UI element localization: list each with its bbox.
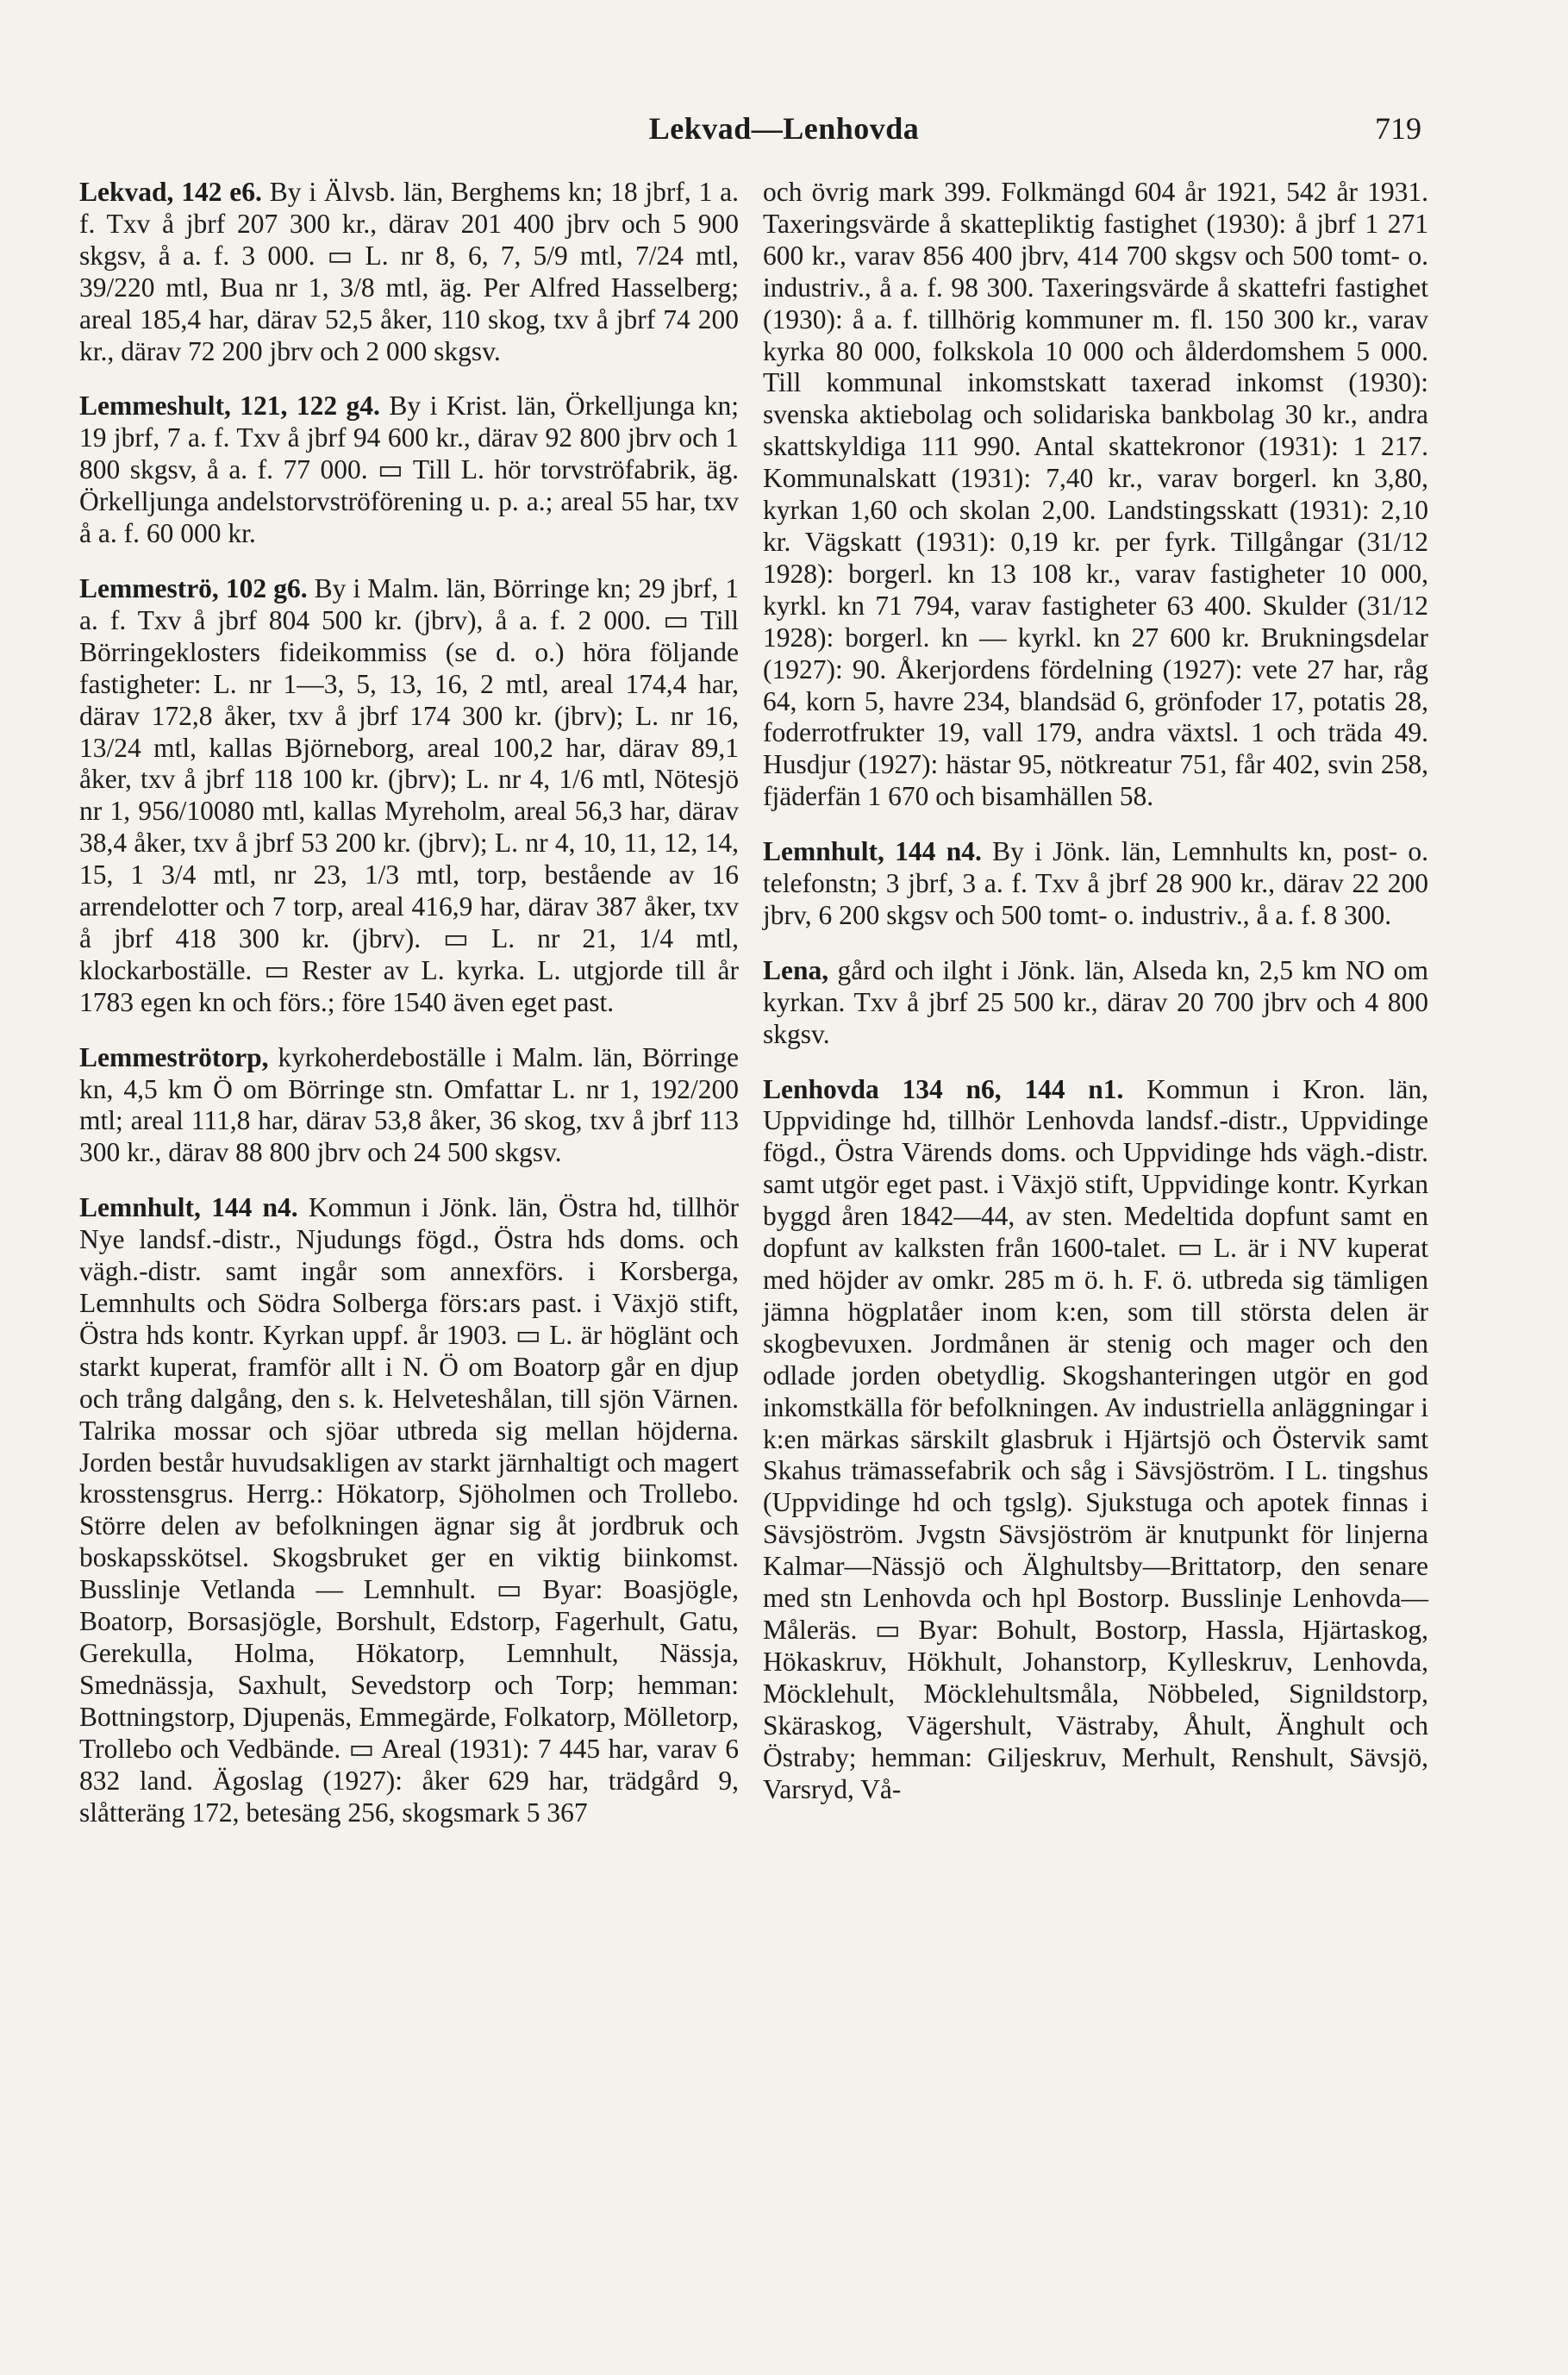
page-header bbox=[0, 110, 1568, 153]
entry-lemnhult-by bbox=[763, 836, 1428, 932]
entry-text: By i Krist. län, Örkelljunga kn; 19 jbrf, 7 a. f. Txv å jbrf 94 600 kr., därav 92 800 jbrv och 1 800 skgsv, å a. f. 77 000. ▭ Till L. hör torvströfabrik, äg. Örkelljunga andelstorvströförening u. p. a.; areal 55 har, txv å a. f. 60 000 kr. bbox=[79, 391, 740, 549]
entry-text: By i Älvsb. län, Berghems kn; 18 jbrf, 1 a. f. Txv å jbrf 207 300 kr., därav 201 400 jbrv och 5 900 skgsv, å a. f. 3 000. ▭ L. nr 8, 6, 7, 5/9 mtl, 7/24 mtl, 39/220 mtl, Bua nr 1, 3/8 mtl, äg. Per Alfred Hasselberg; areal 185,4 har, därav 52,5 åker, 110 skog, txv å jbrf 74 200 kr., därav 72 200 jbrv och 2 000 skgsv. bbox=[79, 177, 739, 366]
running-title: Lekvad—Lenhovda bbox=[648, 111, 920, 146]
entry-headword: Lemmeströtorp, bbox=[79, 1041, 269, 1072]
entry-text: kyrkoherdeboställe i Malm. län, Börringe kn, 4,5 km Ö om Börringe stn. Omfattar L. nr 1, 192/200 mtl; areal 111,8 har, därav 53,8 åker, 36 skog, txv å jbrf 113 300 kr., därav 88 800 jbrv och 24 500 skgsv. bbox=[79, 1041, 739, 1168]
entry-lenhovda bbox=[763, 1074, 1428, 1806]
entry-lekvad bbox=[79, 177, 739, 367]
entry-headword: Lena, bbox=[763, 954, 829, 985]
entry-headword: Lenhovda 134 n6, 144 n1. bbox=[763, 1073, 1124, 1104]
entry-headword: Lekvad, 142 e6. bbox=[79, 177, 262, 207]
entry-lemnhult-kommun bbox=[79, 1192, 739, 1828]
entry-text: Kommun i Jönk. län, Östra hd, tillhör Nye landsf.-distr., Njudungs fögd., Östra hds doms. och vägh.-distr. samt ingår som annexförs. i Korsberga, Lemnhults och Södra Solberga förs:ars past. i Växjö stift, Östra hds kontr. Kyrkan uppf. år 1903. ▭ L. är höglänt och starkt kuperat, framför allt i N. Ö om Boatorp går en djup och trång dalgång, den s. k. Helveteshålan, till sjön Värnen. Talrika mossar och sjöar utbreda sig mellan höjderna. Jorden består huvudsakligen av starkt järnhaltigt och magert krosstensgrus. Herrg.: Hökatorp, Sjöholmen och Trollebo. Större delen av befolkningen ägnar sig åt jordbruk och boskapsskötsel. Skogsbruket ger en viktig biinkomst. Busslinje Vetlanda — Lemnhult. ▭ Byar: Boasjögle, Boatorp, Borsasjögle, Borshult, Edstorp, Fagerhult, Gatu, Gerekulla, Holma, Hökatorp, Lemnhult, Nässja, Smednässja, Saxhult, Sevedstorp och Torp; hemman: Bottningstorp, Djupenäs, Emmegärde, Folkatorp, Mölletorp, Trollebo och Vedbände. ▭ Areal (1931): 7 445 har, varav 6 832 land. Ägoslag (1927): åker 629 har, trädgård 9, slåtteräng 172, betesäng 256, skogsmark 5 367 bbox=[79, 1192, 739, 1828]
entry-headword: Lemmeströ, 102 g6. bbox=[79, 572, 308, 603]
entry-text: By i Malm. län, Börringe kn; 29 jbrf, 1 a. f. Txv å jbrf 804 500 kr. (jbrv), å a. f. 2 000. ▭ Till Börringeklosters fideikommiss (se d. o.) höra följande fastigheter: L. nr 1—3, 5, 13, 16, 2 mtl, areal 174,4 har, därav 172,8 åker, txv å jbrf 174 300 kr. (jbrv); L. nr 16, 13/24 mtl, kallas Björneborg, areal 100,2 har, därav 89,1 åker, txv å jbrf 118 100 kr. (jbrv); L. nr 4, 1/6 mtl, Nötesjö nr 1, 956/10080 mtl, kallas Myreholm, areal 56,3 har, därav 38,4 åker, txv å jbrf 53 200 kr. (jbrv); L. nr 4, 10, 11, 12, 14, 15, 1 3/4 mtl, nr 23, 1/3 mtl, torp, bestående av 16 arrendelotter och 7 torp, areal 416,9 har, därav 387 åker, txv å jbrf 418 300 kr. (jbrv). ▭ L. nr 21, 1/4 mtl, klockarboställe. ▭ Rester av L. kyrka. L. utgjorde till år 1783 egen kn och förs.; före 1540 även eget past. bbox=[79, 572, 740, 1017]
entry-headword: Lemnhult, 144 n4. bbox=[763, 836, 982, 867]
entry-text: By i Jönk. län, Lemnhults kn, post- o. telefonstn; 3 jbrf, 3 a. f. Txv å jbrf 28 900 kr., därav 22 200 jbrv, 6 200 skgsv och 500 tomt- o. industriv., å a. f. 8 300. bbox=[763, 836, 1428, 930]
left-column bbox=[79, 177, 739, 1852]
entry-text: gård och ilght i Jönk. län, Alseda kn, 2,5 km NO om kyrkan. Txv å jbrf 25 500 kr., därav 20 700 jbrv och 4 800 skgsv. bbox=[763, 954, 1429, 1049]
entry-lemmestrotorp bbox=[79, 1042, 739, 1170]
entry-lemnhult-continued bbox=[763, 177, 1428, 813]
right-column bbox=[763, 177, 1428, 1828]
entry-lena bbox=[763, 955, 1428, 1051]
page-number: 719 bbox=[1375, 111, 1421, 146]
entry-text: och övrig mark 399. Folkmängd 604 år 1921, 542 år 1931. Taxeringsvärde å skattepliktig fastighet (1930): å jbrf 1 271 600 kr., varav 856 400 jbrv, 414 700 skgsv och 500 tomt- o. industriv., å a. f. 98 300. Taxeringsvärde å skattefri fastighet (1930): å a. f. tillhörig kommuner m. fl. 150 300 kr., varav kyrka 80 000, folkskola 10 000 och ålderdomshem 5 000. Till kommunal inkomstskatt taxerad inkomst (1930): svenska aktiebolag och solidariska bankbolag 30 kr., andra skattskyldiga 111 990. Antal skattekronor (1931): 1 217. Kommunalskatt (1931): 7,40 kr., varav borgerl. kn 3,80, kyrkan 1,60 och skolan 2,00. Landstingsskatt (1931): 2,10 kr. Vägskatt (1931): 0,19 kr. per fyrk. Tillgångar (31/12 1928): borgerl. kn 13 108 kr., varav fastigheter 10 000, kyrkl. kn 71 794, varav fastigheter 63 400. Skulder (31/12 1928): borgerl. kn — kyrkl. kn 27 600 kr. Brukningsdelar (1927): 90. Åkerjordens fördelning (1927): vete 27 har, råg 64, korn 5, havre 234, blandsäd 6, grönfoder 17, potatis 28, foderrotfrukter 19, vall 179, andra växtsl. 1 och träda 49. Husdjur (1927): hästar 95, nötkreatur 751, får 402, svin 258, fjäderfän 1 670 och bisamhällen 58. bbox=[763, 177, 1428, 812]
entry-lemmeshult bbox=[79, 391, 739, 550]
entry-headword: Lemmeshult, 121, 122 g4. bbox=[79, 391, 380, 422]
entry-headword: Lemnhult, 144 n4. bbox=[79, 1192, 298, 1223]
entry-text: Kommun i Kron. län, Uppvidinge hd, tillhör Lenhovda landsf.-distr., Uppvidinge fögd., Östra Värends doms. och Uppvidinge hds vägh.-distr. samt utgör eget past. i Växjö stift, Uppvidinge kontr. Kyrkan byggd åren 1842—44, av sten. Medeltida dopfunt samt en dopfunt av kalksten från 1600-talet. ▭ L. är i NV kuperat med höjder av omkr. 285 m ö. h. F. ö. utbreda sig tämligen jämna högplatåer inom k:en, som till största delen är skogbevuxen. Jordmånen är stenig och mager och den odlade jorden obetydlig. Skogshanteringen utgör en god inkomstkälla för befolkningen. Av industriella anläggningar i k:en märkas särskilt glasbruk i Hjärtsjö och Östervik samt Skahus trämassefabrik och såg i Sävsjöström. I L. tingshus (Uppvidinge hd och tgslg). Sjukstuga och apotek finnas i Sävsjöström. Jvgstn Sävsjöström är knutpunkt för linjerna Kalmar—Nässjö och Älghultsby—Brittatorp, den senare med stn Lenhovda och hpl Bostorp. Busslinje Lenhovda—Måleräs. ▭ Byar: Bohult, Bostorp, Hassla, Hjärtaskog, Hökaskruv, Hökhult, Johanstorp, Kylleskruv, Lenhovda, Möcklehult, Möcklehultsmåla, Nöbbeled, Signildstorp, Skäraskog, Vägershult, Västraby, Åhult, Änghult och Östraby; hemman: Giljeskruv, Merhult, Renshult, Sävsjö, Varsryd, Vå- bbox=[763, 1073, 1428, 1804]
entry-lemmestro bbox=[79, 573, 739, 1019]
